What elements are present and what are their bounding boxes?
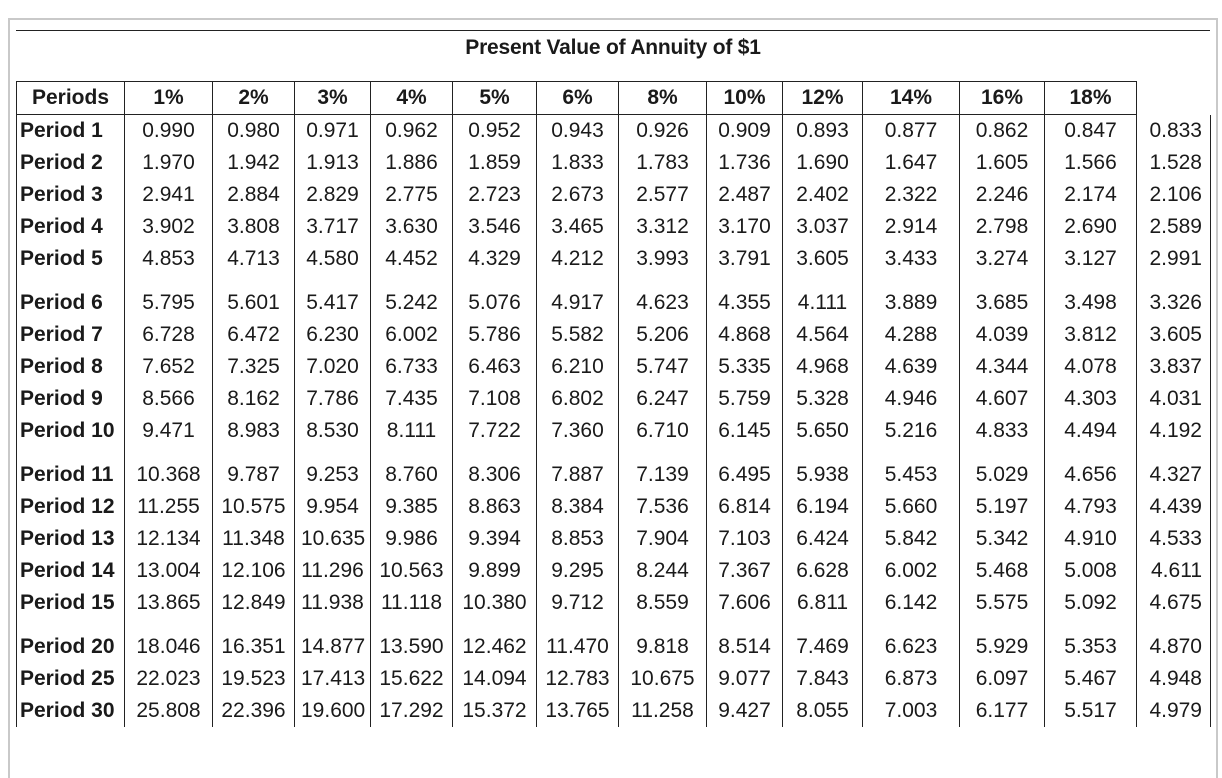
table-cell: 5.601 <box>213 275 295 319</box>
table-row <box>17 555 1211 587</box>
table-cell: 0.847 <box>1045 115 1137 148</box>
table-cell: 7.020 <box>295 351 371 383</box>
table-cell: 3.498 <box>1045 275 1137 319</box>
table-cell: 9.427 <box>707 695 783 727</box>
table-cell: 10.380 <box>453 587 537 619</box>
table-cell: 8.983 <box>213 415 295 447</box>
table-cell: 7.536 <box>619 491 707 523</box>
table-cell: 5.575 <box>960 587 1045 619</box>
table-cell: 2.246 <box>960 179 1045 211</box>
table-cell: 6.495 <box>707 447 783 491</box>
table-cell: 15.622 <box>371 663 453 695</box>
table-cell: 1.605 <box>960 147 1045 179</box>
table-cell: 3.127 <box>1045 243 1137 275</box>
table-cell: 7.606 <box>707 587 783 619</box>
table-cell: 11.258 <box>619 695 707 727</box>
table-cell: 4.329 <box>453 243 537 275</box>
table-cell: 5.467 <box>1045 663 1137 695</box>
table-cell: 4.533 <box>1137 523 1211 555</box>
table-cell: 1.886 <box>371 147 453 179</box>
table-cell: 6.811 <box>783 587 863 619</box>
table-row <box>17 211 1211 243</box>
table-row <box>17 491 1211 523</box>
table-cell: 9.787 <box>213 447 295 491</box>
table-cell: 5.008 <box>1045 555 1137 587</box>
table-cell: 2.829 <box>295 179 371 211</box>
table-cell: 10.635 <box>295 523 371 555</box>
table-cell: 4.639 <box>863 351 960 383</box>
table-cell: 4.494 <box>1045 415 1137 447</box>
table-cell: 6.802 <box>537 383 619 415</box>
table-cell: 5.786 <box>453 319 537 351</box>
table-cell: 5.929 <box>960 619 1045 663</box>
table-cell: 2.174 <box>1045 179 1137 211</box>
table-cell: 8.566 <box>125 383 213 415</box>
table-cell: 19.523 <box>213 663 295 695</box>
header-row <box>17 82 1211 115</box>
table-cell: 3.902 <box>125 211 213 243</box>
table-cell: 10.675 <box>619 663 707 695</box>
table-cell: 4.833 <box>960 415 1045 447</box>
table-cell: 12.849 <box>213 587 295 619</box>
row-label: Period 25 <box>17 663 125 695</box>
table-cell: 3.993 <box>619 243 707 275</box>
table-cell: 7.108 <box>453 383 537 415</box>
col-header: 3% <box>295 82 371 115</box>
table-cell: 19.600 <box>295 695 371 727</box>
table-cell: 6.002 <box>863 555 960 587</box>
table-cell: 3.717 <box>295 211 371 243</box>
table-cell: 2.577 <box>619 179 707 211</box>
col-header: 12% <box>783 82 863 115</box>
table-cell: 12.783 <box>537 663 619 695</box>
table-row <box>17 115 1211 148</box>
table-cell: 12.106 <box>213 555 295 587</box>
table-cell: 1.970 <box>125 147 213 179</box>
table-cell: 7.887 <box>537 447 619 491</box>
table-cell: 6.628 <box>783 555 863 587</box>
table-cell: 11.118 <box>371 587 453 619</box>
table-cell: 7.367 <box>707 555 783 587</box>
table-cell: 1.736 <box>707 147 783 179</box>
table-cell: 2.106 <box>1137 179 1211 211</box>
col-header: 1% <box>125 82 213 115</box>
row-label: Period 12 <box>17 491 125 523</box>
table-cell: 4.439 <box>1137 491 1211 523</box>
table-cell: 4.675 <box>1137 587 1211 619</box>
table-cell: 4.564 <box>783 319 863 351</box>
table-cell: 7.325 <box>213 351 295 383</box>
table-row <box>17 619 1211 663</box>
table-cell: 7.722 <box>453 415 537 447</box>
table-cell: 5.216 <box>863 415 960 447</box>
table-cell: 4.452 <box>371 243 453 275</box>
table-cell: 4.212 <box>537 243 619 275</box>
table-cell: 9.385 <box>371 491 453 523</box>
table-cell: 4.039 <box>960 319 1045 351</box>
table-cell: 5.076 <box>453 275 537 319</box>
table-cell: 10.575 <box>213 491 295 523</box>
table-cell: 9.818 <box>619 619 707 663</box>
table-cell: 4.853 <box>125 243 213 275</box>
table-cell: 2.487 <box>707 179 783 211</box>
col-header: 16% <box>960 82 1045 115</box>
table-cell: 1.528 <box>1137 147 1211 179</box>
table-cell: 0.990 <box>125 115 213 148</box>
col-header: 18% <box>1045 82 1137 115</box>
table-cell: 6.247 <box>619 383 707 415</box>
table-cell: 4.580 <box>295 243 371 275</box>
table-cell: 2.322 <box>863 179 960 211</box>
col-header: 4% <box>371 82 453 115</box>
table-cell: 1.783 <box>619 147 707 179</box>
table-cell: 9.986 <box>371 523 453 555</box>
table-cell: 5.328 <box>783 383 863 415</box>
row-label: Period 15 <box>17 587 125 619</box>
table-cell: 5.029 <box>960 447 1045 491</box>
table-cell: 9.712 <box>537 587 619 619</box>
table-cell: 8.853 <box>537 523 619 555</box>
table-cell: 12.462 <box>453 619 537 663</box>
table-cell: 7.139 <box>619 447 707 491</box>
table-cell: 2.673 <box>537 179 619 211</box>
table-cell: 5.453 <box>863 447 960 491</box>
table-cell: 13.865 <box>125 587 213 619</box>
table-cell: 18.046 <box>125 619 213 663</box>
table-cell: 6.145 <box>707 415 783 447</box>
table-cell: 4.288 <box>863 319 960 351</box>
table-cell: 1.859 <box>453 147 537 179</box>
table-row <box>17 351 1211 383</box>
table-row <box>17 275 1211 319</box>
table-cell: 3.808 <box>213 211 295 243</box>
table-row <box>17 695 1211 727</box>
table-cell: 22.396 <box>213 695 295 727</box>
annuity-table <box>16 81 1211 727</box>
table-cell: 4.870 <box>1137 619 1211 663</box>
table-cell: 17.413 <box>295 663 371 695</box>
table-row <box>17 243 1211 275</box>
table-cell: 0.926 <box>619 115 707 148</box>
table-cell: 5.092 <box>1045 587 1137 619</box>
table-cell: 7.435 <box>371 383 453 415</box>
table-cell: 0.893 <box>783 115 863 148</box>
table-cell: 22.023 <box>125 663 213 695</box>
table-cell: 8.559 <box>619 587 707 619</box>
table-title: Present Value of Annuity of $1 <box>465 36 761 59</box>
table-cell: 1.690 <box>783 147 863 179</box>
table-cell: 4.031 <box>1137 383 1211 415</box>
table-body <box>17 115 1211 728</box>
table-cell: 2.723 <box>453 179 537 211</box>
table-cell: 5.759 <box>707 383 783 415</box>
table-cell: 8.244 <box>619 555 707 587</box>
table-cell: 5.417 <box>295 275 371 319</box>
table-cell: 4.611 <box>1137 555 1211 587</box>
table-cell: 11.296 <box>295 555 371 587</box>
table-cell: 6.710 <box>619 415 707 447</box>
table-cell: 7.843 <box>783 663 863 695</box>
table-cell: 5.468 <box>960 555 1045 587</box>
table-cell: 2.798 <box>960 211 1045 243</box>
table-cell: 6.728 <box>125 319 213 351</box>
table-cell: 5.650 <box>783 415 863 447</box>
table-cell: 9.954 <box>295 491 371 523</box>
table-cell: 4.968 <box>783 351 863 383</box>
table-cell: 17.292 <box>371 695 453 727</box>
table-cell: 5.582 <box>537 319 619 351</box>
table-row <box>17 447 1211 491</box>
table-cell: 3.274 <box>960 243 1045 275</box>
table-cell: 2.884 <box>213 179 295 211</box>
table-cell: 4.607 <box>960 383 1045 415</box>
table-cell: 7.003 <box>863 695 960 727</box>
row-label: Period 20 <box>17 619 125 663</box>
table-cell: 4.327 <box>1137 447 1211 491</box>
table-cell: 4.111 <box>783 275 863 319</box>
table-cell: 9.471 <box>125 415 213 447</box>
table-row <box>17 663 1211 695</box>
table-cell: 0.833 <box>1137 115 1211 148</box>
table-cell: 5.795 <box>125 275 213 319</box>
row-label: Period 9 <box>17 383 125 415</box>
table-cell: 0.962 <box>371 115 453 148</box>
table-cell: 4.344 <box>960 351 1045 383</box>
table-cell: 6.142 <box>863 587 960 619</box>
table-cell: 4.078 <box>1045 351 1137 383</box>
table-cell: 4.948 <box>1137 663 1211 695</box>
table-cell: 13.590 <box>371 619 453 663</box>
row-label: Period 6 <box>17 275 125 319</box>
table-cell: 0.971 <box>295 115 371 148</box>
row-label: Period 4 <box>17 211 125 243</box>
table-cell: 0.952 <box>453 115 537 148</box>
table-cell: 8.514 <box>707 619 783 663</box>
table-cell: 4.979 <box>1137 695 1211 727</box>
table-cell: 3.791 <box>707 243 783 275</box>
table-row <box>17 415 1211 447</box>
table-cell: 3.605 <box>1137 319 1211 351</box>
table-cell: 5.842 <box>863 523 960 555</box>
top-rule <box>16 30 1210 31</box>
row-label: Period 1 <box>17 115 125 148</box>
col-header: Periods <box>17 82 125 115</box>
table-cell: 9.394 <box>453 523 537 555</box>
table-cell: 4.946 <box>863 383 960 415</box>
table-cell: 25.808 <box>125 695 213 727</box>
table-cell: 11.348 <box>213 523 295 555</box>
row-label: Period 14 <box>17 555 125 587</box>
table-cell: 6.814 <box>707 491 783 523</box>
table-cell: 4.656 <box>1045 447 1137 491</box>
row-label: Period 2 <box>17 147 125 179</box>
table-cell: 6.424 <box>783 523 863 555</box>
table-cell: 13.765 <box>537 695 619 727</box>
table-cell: 6.210 <box>537 351 619 383</box>
table-cell: 2.941 <box>125 179 213 211</box>
table-cell: 9.295 <box>537 555 619 587</box>
table-cell: 16.351 <box>213 619 295 663</box>
table-cell: 5.353 <box>1045 619 1137 663</box>
table-cell: 3.170 <box>707 211 783 243</box>
table-cell: 4.868 <box>707 319 783 351</box>
col-header: 10% <box>707 82 783 115</box>
table-cell: 7.904 <box>619 523 707 555</box>
table-cell: 6.472 <box>213 319 295 351</box>
table-cell: 6.873 <box>863 663 960 695</box>
row-label: Period 7 <box>17 319 125 351</box>
table-cell: 3.837 <box>1137 351 1211 383</box>
row-label: Period 13 <box>17 523 125 555</box>
row-label: Period 30 <box>17 695 125 727</box>
table-cell: 0.980 <box>213 115 295 148</box>
table-cell: 0.862 <box>960 115 1045 148</box>
table-cell: 6.097 <box>960 663 1045 695</box>
table-row <box>17 523 1211 555</box>
table-cell: 9.253 <box>295 447 371 491</box>
table-cell: 13.004 <box>125 555 213 587</box>
table-row <box>17 179 1211 211</box>
table-cell: 5.335 <box>707 351 783 383</box>
table-cell: 5.206 <box>619 319 707 351</box>
table-cell: 10.563 <box>371 555 453 587</box>
table-cell: 8.111 <box>371 415 453 447</box>
table-cell: 1.942 <box>213 147 295 179</box>
table-cell: 6.463 <box>453 351 537 383</box>
table-cell: 4.303 <box>1045 383 1137 415</box>
table-cell: 3.326 <box>1137 275 1211 319</box>
col-header: 5% <box>453 82 537 115</box>
table-cell: 3.812 <box>1045 319 1137 351</box>
table-cell: 7.469 <box>783 619 863 663</box>
table-cell: 3.630 <box>371 211 453 243</box>
table-cell: 2.402 <box>783 179 863 211</box>
table-cell: 7.103 <box>707 523 783 555</box>
col-header: 8% <box>619 82 707 115</box>
table-cell: 4.910 <box>1045 523 1137 555</box>
table-cell: 2.589 <box>1137 211 1211 243</box>
table-cell: 4.917 <box>537 275 619 319</box>
row-label: Period 10 <box>17 415 125 447</box>
table-cell: 4.713 <box>213 243 295 275</box>
table-cell: 7.652 <box>125 351 213 383</box>
col-header: 14% <box>863 82 960 115</box>
table-row <box>17 383 1211 415</box>
table-cell: 3.605 <box>783 243 863 275</box>
table-cell: 6.002 <box>371 319 453 351</box>
table-cell: 6.623 <box>863 619 960 663</box>
table-cell: 5.660 <box>863 491 960 523</box>
table-cell: 1.566 <box>1045 147 1137 179</box>
table-cell: 7.360 <box>537 415 619 447</box>
table-cell: 12.134 <box>125 523 213 555</box>
table-row <box>17 587 1211 619</box>
table-cell: 11.938 <box>295 587 371 619</box>
table-cell: 5.197 <box>960 491 1045 523</box>
table-cell: 1.647 <box>863 147 960 179</box>
table-cell: 5.938 <box>783 447 863 491</box>
table-cell: 8.863 <box>453 491 537 523</box>
table-cell: 0.877 <box>863 115 960 148</box>
table-cell: 6.733 <box>371 351 453 383</box>
table-cell: 4.355 <box>707 275 783 319</box>
table-cell: 3.037 <box>783 211 863 243</box>
table-cell: 8.760 <box>371 447 453 491</box>
table-row <box>17 147 1211 179</box>
table-cell: 5.517 <box>1045 695 1137 727</box>
table-cell: 2.991 <box>1137 243 1211 275</box>
table-cell: 7.786 <box>295 383 371 415</box>
table-cell: 3.312 <box>619 211 707 243</box>
table-cell: 9.899 <box>453 555 537 587</box>
table-cell: 5.342 <box>960 523 1045 555</box>
col-header: 6% <box>537 82 619 115</box>
row-label: Period 5 <box>17 243 125 275</box>
table-cell: 5.242 <box>371 275 453 319</box>
table-cell: 0.909 <box>707 115 783 148</box>
table-cell: 2.914 <box>863 211 960 243</box>
table-cell: 10.368 <box>125 447 213 491</box>
table-cell: 1.833 <box>537 147 619 179</box>
table-cell: 14.094 <box>453 663 537 695</box>
table-cell: 3.433 <box>863 243 960 275</box>
table-cell: 4.192 <box>1137 415 1211 447</box>
table-cell: 11.470 <box>537 619 619 663</box>
table-cell: 3.465 <box>537 211 619 243</box>
table-cell: 6.194 <box>783 491 863 523</box>
table-cell: 0.943 <box>537 115 619 148</box>
table-cell: 8.306 <box>453 447 537 491</box>
table-cell: 3.685 <box>960 275 1045 319</box>
table-cell: 3.546 <box>453 211 537 243</box>
row-label: Period 11 <box>17 447 125 491</box>
table-row <box>17 319 1211 351</box>
table-cell: 6.177 <box>960 695 1045 727</box>
table-cell: 3.889 <box>863 275 960 319</box>
row-label: Period 8 <box>17 351 125 383</box>
row-label: Period 3 <box>17 179 125 211</box>
table-cell: 8.055 <box>783 695 863 727</box>
table-cell: 15.372 <box>453 695 537 727</box>
table-cell: 8.162 <box>213 383 295 415</box>
table-cell: 9.077 <box>707 663 783 695</box>
table-cell: 8.384 <box>537 491 619 523</box>
table-cell: 4.793 <box>1045 491 1137 523</box>
table-cell: 11.255 <box>125 491 213 523</box>
table-cell: 2.775 <box>371 179 453 211</box>
table-cell: 2.690 <box>1045 211 1137 243</box>
table-cell: 4.623 <box>619 275 707 319</box>
table-cell: 5.747 <box>619 351 707 383</box>
table-cell: 1.913 <box>295 147 371 179</box>
table-cell: 8.530 <box>295 415 371 447</box>
table-cell: 6.230 <box>295 319 371 351</box>
table-cell: 14.877 <box>295 619 371 663</box>
col-header: 2% <box>213 82 295 115</box>
